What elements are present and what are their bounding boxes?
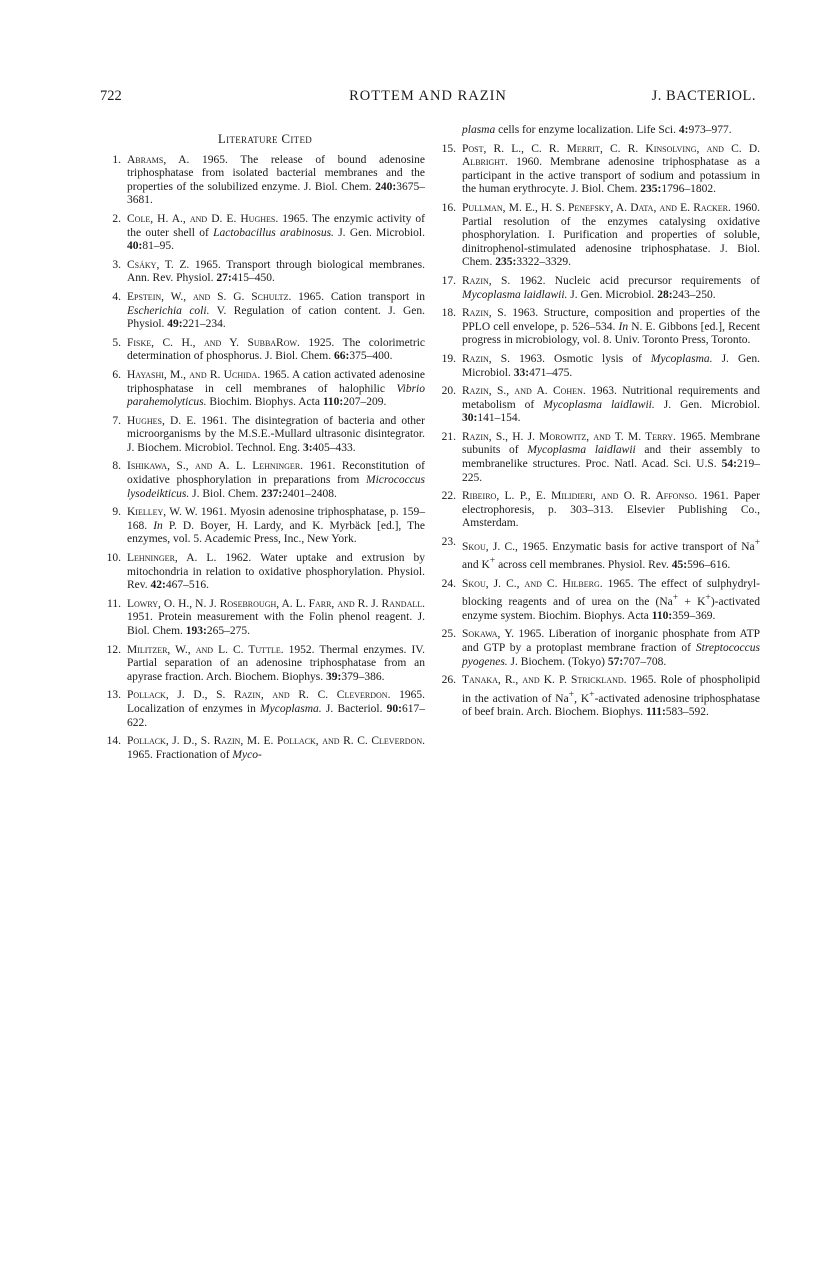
right-column	[440, 124, 760, 725]
reference-item	[105, 154, 425, 208]
reference-item	[105, 552, 425, 593]
reference-item	[105, 644, 425, 685]
reference-item	[105, 291, 425, 332]
running-title: ROTTEM AND RAZIN	[349, 88, 507, 104]
reference-item	[105, 337, 425, 364]
reference-item	[105, 460, 425, 501]
reference-item	[440, 275, 760, 302]
reference-number: 12.	[106, 643, 121, 656]
reference-number: 7.	[112, 414, 121, 427]
reference-text: Hughes, D. E. 1961. The disintegration of bacteria and other microorganisms by the M.S.E.-Mullard ultrasonic disintegrator. J. Biochem. Microbiol. Technol. Eng. 3:405–433.	[127, 414, 425, 454]
reference-text: Lehninger, A. L. 1962. Water uptake and extrusion by mitochondria in relation to oxidative phosphorylation. Physiol. Rev. 42:467–516.	[127, 552, 425, 592]
reference-text: Militzer, W., and L. C. Tuttle. 1952. Thermal enzymes. IV. Partial separation of an adenosine triphosphatase from an apyrase fraction. Arch. Biochem. Biophys. 39:379–386.	[127, 643, 425, 683]
reference-number: 11.	[107, 597, 121, 610]
reference-number: 20.	[441, 385, 456, 398]
reference-number: 23.	[441, 536, 456, 549]
reference-text: Ishikawa, S., and A. L. Lehninger. 1961. Reconstitution of oxidative phosphorylation in preparations from Micrococcus lysodeikticus. J. Biol. Chem. 237:2401–2408.	[127, 460, 425, 500]
reference-text: Lowry, O. H., N. J. Rosebrough, A. L. Farr, and R. J. Randall. 1951. Protein measurement with the Folin phenol reagent. J. Biol. Chem. 193:265–275.	[127, 597, 425, 637]
reference-item	[440, 490, 760, 531]
reference-text: Ribeiro, L. P., E. Milidieri, and O. R. Affonso. 1961. Paper electrophoresis, p. 303–313. Elsevier Publishing Co., Amsterdam.	[462, 490, 760, 530]
reference-number: 1.	[112, 153, 121, 166]
reference-item	[105, 689, 425, 730]
reference-number: 13.	[106, 689, 121, 702]
reference-item	[105, 259, 425, 286]
reference-item	[105, 415, 425, 456]
reference-text: Razin, S., and A. Cohen. 1963. Nutritional requirements and metabolism of Mycoplasma laidlawii. J. Gen. Microbiol. 30:141–154.	[462, 385, 760, 425]
reference-number: 8.	[112, 460, 121, 473]
reference-number: 24.	[441, 577, 456, 590]
reference-number: 15.	[441, 142, 456, 155]
reference-item	[105, 369, 425, 410]
reference-text: Abrams, A. 1965. The release of bound adenosine triphosphatase from isolated bacterial membranes and the properties of the solubilized enzyme. J. Biol. Chem. 240:3675–3681.	[127, 153, 425, 207]
reference-text: Csáky, T. Z. 1965. Transport through biological membranes. Ann. Rev. Physiol. 27:415–450.	[127, 258, 425, 285]
reference-text: Post, R. L., C. R. Merrit, C. R. Kinsolving, and C. D. Albright. 1960. Membrane adenosine triphosphatase as a participant in the active transport of sodium and potassium in the human erythrocyte. J. Biol. Chem. 235:1796–1802.	[462, 142, 760, 196]
reference-text: Epstein, W., and S. G. Schultz. 1965. Cation transport in Escherichia coli. V. Regulation of cation content. J. Gen. Physiol. 49:221–234.	[127, 290, 425, 331]
reference-text: Razin, S. 1962. Nucleic acid precursor requirements of Mycoplasma laidlawii. J. Gen. Microbiol. 28:243–250.	[462, 274, 760, 301]
reference-text: Sokawa, Y. 1965. Liberation of inorganic phosphate from ATP and GTP by a protoplast membrane fraction of Streptococcus pyogenes. J. Biochem. (Tokyo) 57:707–708.	[462, 628, 760, 668]
reference-number: 21.	[441, 430, 456, 443]
reference-number: 4.	[112, 290, 121, 303]
reference-item	[440, 307, 760, 348]
reference-item	[105, 735, 425, 762]
reference-text: Pollack, J. D., S. Razin, and R. C. Cleverdon. 1965. Localization of enzymes in Mycoplasma. J. Bacteriol. 90:617–622.	[127, 689, 426, 729]
reference-item	[440, 674, 760, 720]
reference-item	[440, 385, 760, 426]
reference-text: Razin, S., H. J. Morowitz, and T. M. Terry. 1965. Membrane subunits of Mycoplasma laidlawii and their assembly to membranelike structures. Proc. Natl. Acad. Sci. U.S. 54:219–225.	[462, 430, 760, 484]
reference-item	[440, 628, 760, 669]
reference-number: 26.	[441, 674, 456, 687]
reference-number: 19.	[441, 352, 456, 365]
left-column	[105, 124, 425, 767]
reference-list-left	[105, 154, 425, 763]
journal-name: J. BACTERIOL.	[651, 88, 756, 104]
reference-number: 5.	[112, 336, 121, 349]
reference-continuation: plasma cells for enzyme localization. Life Sci. 4:973–977.	[462, 124, 732, 136]
reference-text: Skou, J. C., 1965. Enzymatic basis for active transport of Na+ and K+ across cell membranes. Physiol. Rev. 45:596–616.	[462, 537, 761, 572]
reference-item	[440, 353, 760, 380]
reference-item	[105, 598, 425, 639]
reference-list-right	[440, 143, 760, 720]
reference-number: 25.	[441, 628, 456, 641]
reference-item	[105, 506, 425, 547]
reference-text: Skou, J. C., and C. Hilberg. 1965. The effect of sulphydryl-blocking reagents and of urea on the (Na+ + K+)-activated enzyme system. Biochim. Biophys. Acta 110:359–369.	[462, 577, 760, 622]
reference-number: 10.	[106, 552, 121, 565]
reference-number: 17.	[441, 274, 456, 287]
reference-number: 6.	[112, 368, 121, 381]
reference-number: 22.	[441, 490, 456, 503]
page-header	[100, 88, 756, 110]
reference-item	[440, 536, 760, 573]
reference-number: 16.	[441, 201, 456, 214]
reference-text: Cole, H. A., and D. E. Hughes. 1965. The enzymic activity of the outer shell of Lactobacillus arabinosus. J. Gen. Microbiol. 40:81–95.	[127, 212, 425, 253]
reference-text: Razin, S. 1963. Structure, composition and properties of the PPLO cell envelope, p. 526–534. In N. E. Gibbons [ed.], Recent progress in microbiology, vol. 8. Univ. Toronto Press, Toronto.	[462, 307, 761, 347]
reference-number: 2.	[112, 212, 121, 225]
section-title: Literature Cited	[217, 131, 313, 146]
reference-text: Tanaka, R., and K. P. Strickland. 1965. Role of phospholipid in the activation of Na+, K+-activated adenosine triphosphatase of beef brain. Arch. Biochem. Biophys. 111:583–592.	[462, 674, 760, 719]
reference-item	[440, 143, 760, 197]
reference-item	[440, 578, 760, 624]
reference-item	[440, 431, 760, 485]
page-number: 722	[100, 88, 122, 104]
reference-text: Pullman, M. E., H. S. Penefsky, A. Data, and E. Racker. 1960. Partial resolution of the enzymes catalysing oxidative phosphorylation. I. Purification and properties of soluble, dinitrophenol-stimulated adenosine triphosphatase. J. Biol. Chem. 235:3322–3329.	[462, 201, 761, 269]
reference-text: Kielley, W. W. 1961. Myosin adenosine triphosphatase, p. 159–168. In P. D. Boyer, H. Lardy, and K. Myrbäck [ed.], The enzymes, vol. 5. Academic Press, Inc., New York.	[127, 506, 426, 546]
reference-text: Fiske, C. H., and Y. SubbaRow. 1925. The colorimetric determination of phosphorus. J. Biol. Chem. 66:375–400.	[127, 336, 425, 363]
reference-text: Hayashi, M., and R. Uchida. 1965. A cation activated adenosine triphosphatase in cell membranes of halophilic Vibrio parahemolyticus. Biochim. Biophys. Acta 110:207–209.	[127, 368, 426, 409]
reference-number: 18.	[441, 307, 456, 320]
reference-item	[105, 213, 425, 254]
reference-item	[440, 202, 760, 270]
reference-number: 3.	[112, 258, 121, 271]
reference-number: 14.	[106, 735, 121, 748]
reference-number: 9.	[112, 506, 121, 519]
reference-text: Pollack, J. D., S. Razin, M. E. Pollack, and R. C. Cleverdon. 1965. Fractionation of Myco-	[127, 735, 425, 761]
reference-text: Razin, S. 1963. Osmotic lysis of Mycoplasma. J. Gen. Microbiol. 33:471–475.	[462, 352, 761, 379]
